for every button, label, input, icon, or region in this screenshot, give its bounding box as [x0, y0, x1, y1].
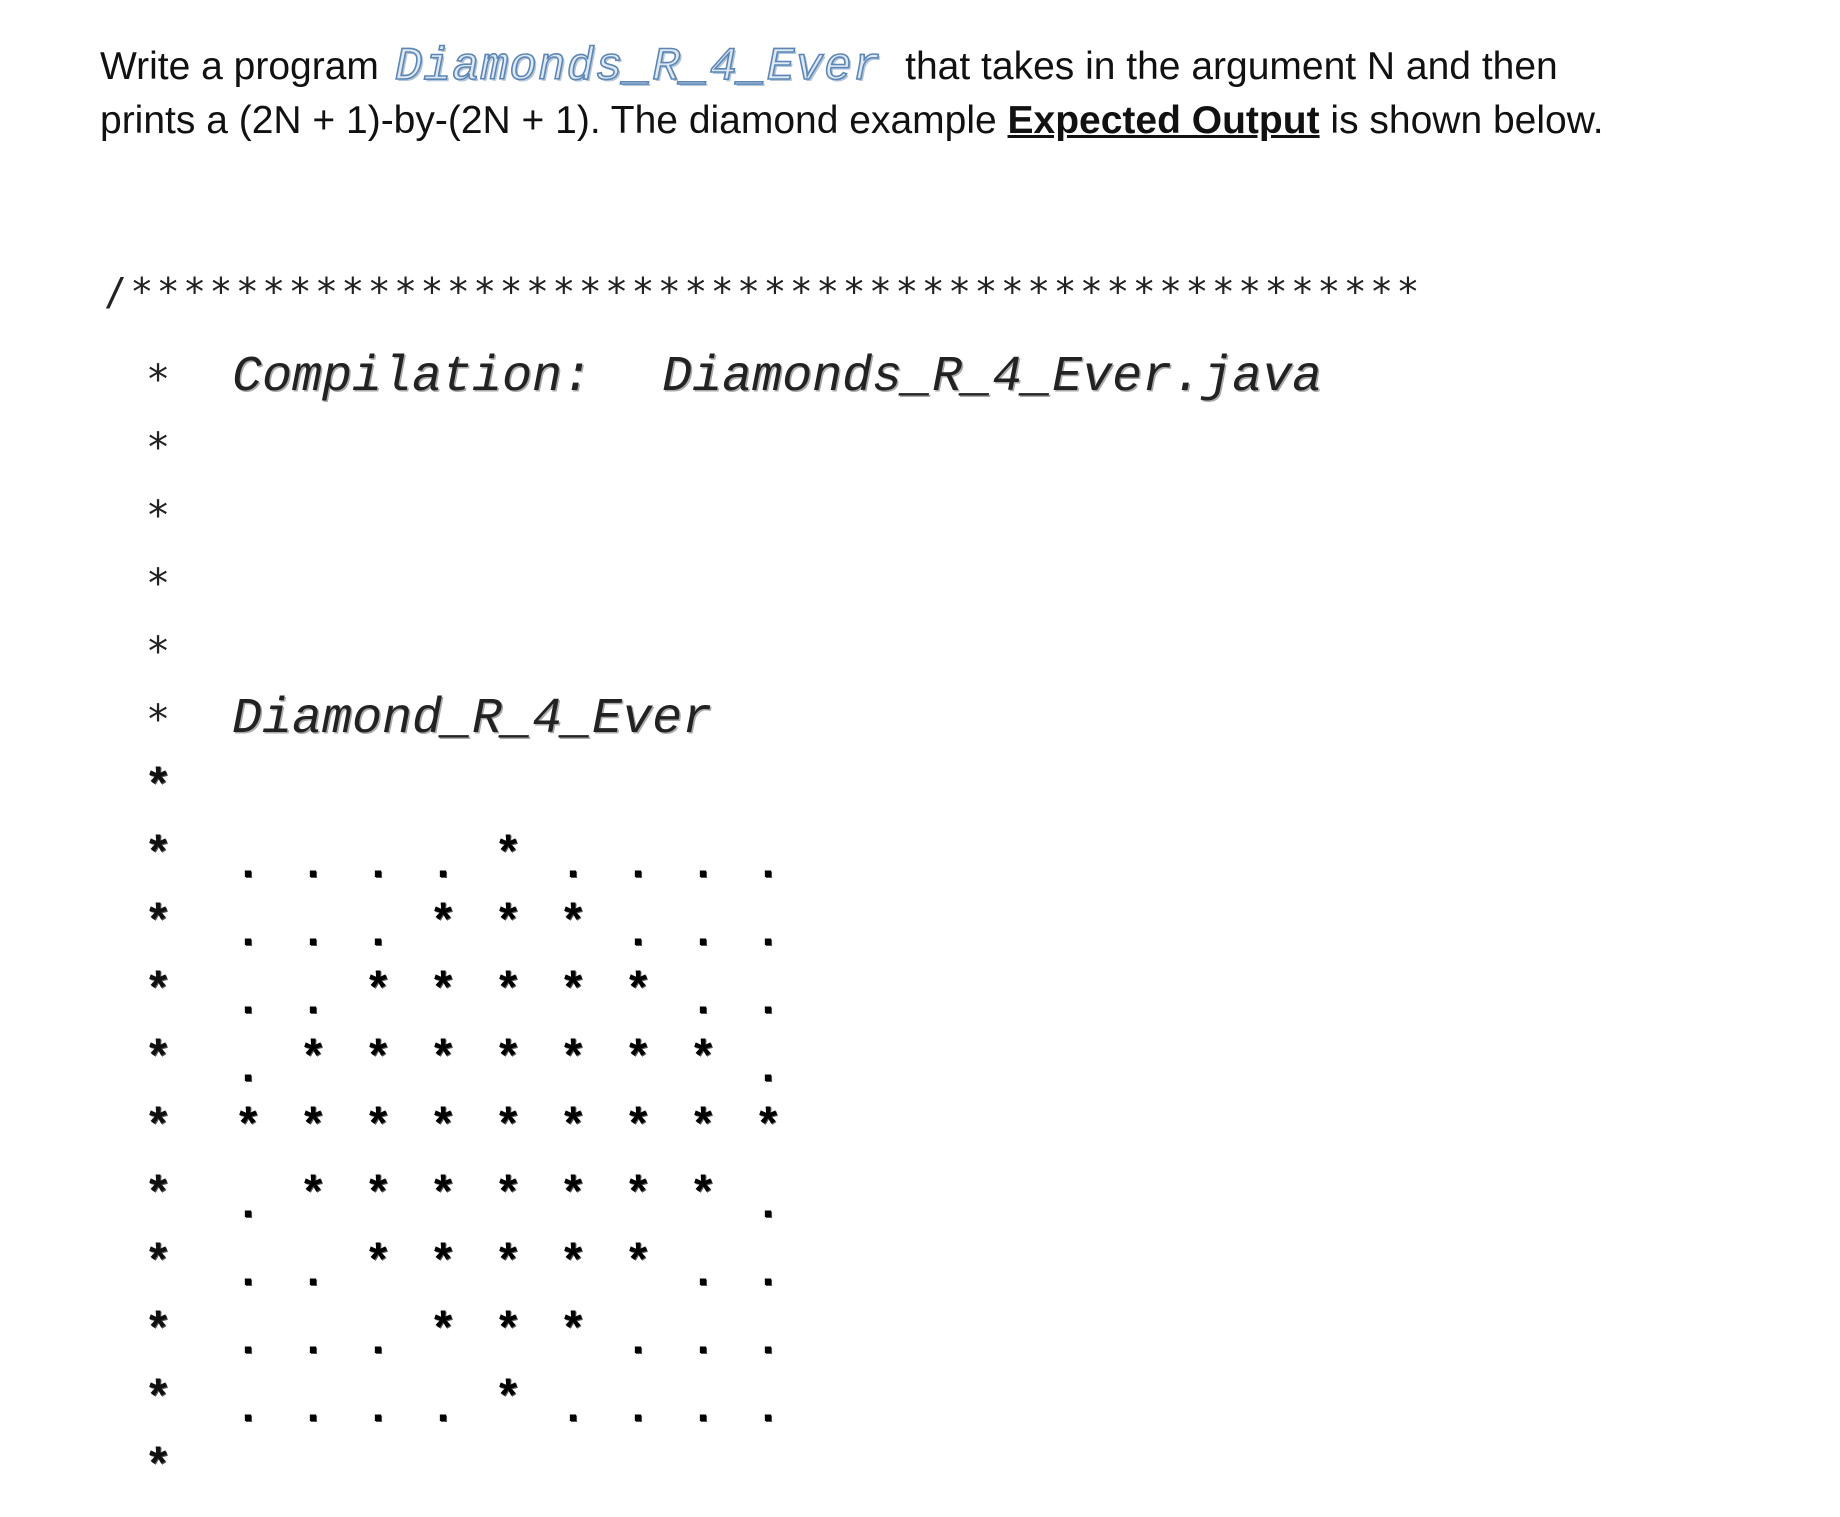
comment-gutter-star: * — [145, 357, 171, 403]
diamond-star: * — [624, 966, 652, 1018]
diamond-star: * — [429, 1102, 457, 1154]
diamond-dot: . — [754, 1045, 782, 1095]
diamond-dot: . — [689, 1317, 717, 1367]
diamond-star: * — [234, 1102, 262, 1154]
comment-gutter-star: * — [144, 1102, 172, 1154]
comment-open-line: /************************************************* — [104, 270, 1423, 314]
diamond-star: * — [494, 1374, 522, 1426]
program-name: Diamonds_R_4_Ever — [394, 41, 882, 93]
diamond-star: * — [559, 1034, 587, 1086]
statement-text: that takes in the argument N and then — [905, 45, 1558, 88]
diamond-star: * — [494, 898, 522, 950]
diamond-star: * — [559, 966, 587, 1018]
comment-gutter-star: * — [144, 1374, 172, 1426]
diamond-star: * — [429, 1170, 457, 1222]
diamond-dot: . — [429, 841, 457, 891]
statement-text: prints a (2N + 1)-by-(2N + 1). The diamond example — [100, 99, 997, 142]
program-title: Diamond_R_4_Ever — [232, 691, 713, 748]
diamond-star: * — [429, 1238, 457, 1290]
diamond-dot: . — [299, 1385, 327, 1435]
comment-gutter-star: * — [145, 561, 171, 607]
statement-text: Write a program — [100, 45, 379, 88]
compilation-label: Compilation: — [232, 349, 593, 406]
diamond-dot: . — [364, 841, 392, 891]
diamond-dot: . — [299, 1249, 327, 1299]
diamond-star: * — [299, 1170, 327, 1222]
diamond-dot: . — [299, 977, 327, 1027]
comment-gutter-star: * — [144, 966, 172, 1018]
expected-output-label: Expected Output — [1007, 99, 1320, 142]
diamond-star: * — [689, 1102, 717, 1154]
diamond-star: * — [624, 1170, 652, 1222]
diamond-dot: . — [234, 1045, 262, 1095]
diamond-star: * — [624, 1238, 652, 1290]
diamond-dot: . — [299, 1317, 327, 1367]
comment-gutter-star: * — [144, 830, 172, 882]
diamond-dot: . — [234, 841, 262, 891]
diamond-star: * — [494, 1306, 522, 1358]
statement-text: is shown below. — [1319, 99, 1604, 142]
diamond-dot: . — [754, 1385, 782, 1435]
diamond-star: * — [494, 1238, 522, 1290]
comment-gutter-star: * — [145, 493, 171, 539]
diamond-dot: . — [689, 1249, 717, 1299]
comment-gutter-star: * — [145, 629, 171, 675]
diamond-dot: . — [689, 841, 717, 891]
diamond-star: * — [364, 1170, 392, 1222]
diamond-dot: . — [234, 909, 262, 959]
diamond-star: * — [689, 1034, 717, 1086]
comment-gutter-star: * — [144, 1306, 172, 1358]
diamond-dot: . — [234, 1317, 262, 1367]
diamond-dot: . — [234, 1249, 262, 1299]
diamond-dot: . — [559, 1385, 587, 1435]
diamond-dot: . — [429, 1385, 457, 1435]
diamond-star: * — [364, 966, 392, 1018]
diamond-dot: . — [754, 1181, 782, 1231]
diamond-star: * — [364, 1238, 392, 1290]
diamond-star: * — [494, 966, 522, 1018]
diamond-star: * — [494, 1102, 522, 1154]
compilation-line — [232, 350, 1322, 406]
diamond-dot: . — [689, 909, 717, 959]
diamond-dot: . — [754, 841, 782, 891]
diamond-dot: . — [754, 909, 782, 959]
diamond-dot: . — [299, 909, 327, 959]
diamond-dot: . — [559, 841, 587, 891]
diamond-dot: . — [234, 1385, 262, 1435]
diamond-star: * — [494, 1170, 522, 1222]
diamond-dot: . — [364, 1317, 392, 1367]
comment-gutter-star: * — [145, 697, 171, 743]
diamond-dot: . — [364, 1385, 392, 1435]
diamond-dot: . — [754, 977, 782, 1027]
comment-gutter-star: * — [145, 425, 171, 471]
comment-gutter-star: * — [144, 1034, 172, 1086]
diamond-dot: . — [624, 1385, 652, 1435]
diamond-star: * — [429, 898, 457, 950]
comment-gutter-star: * — [144, 1170, 172, 1222]
diamond-star: * — [559, 898, 587, 950]
comment-gutter-star: * — [144, 762, 172, 814]
diamond-dot: . — [689, 1385, 717, 1435]
compilation-file: Diamonds_R_4_Ever.java — [662, 349, 1323, 406]
diamond-star: * — [559, 1170, 587, 1222]
diamond-star: * — [624, 1034, 652, 1086]
diamond-dot: . — [624, 909, 652, 959]
diamond-star: * — [494, 830, 522, 882]
diamond-dot: . — [754, 1317, 782, 1367]
diamond-star: * — [364, 1102, 392, 1154]
diamond-dot: . — [364, 909, 392, 959]
diamond-dot: . — [234, 977, 262, 1027]
comment-gutter-star: * — [144, 1442, 172, 1494]
diamond-star: * — [559, 1102, 587, 1154]
diamond-star: * — [299, 1102, 327, 1154]
diamond-star: * — [494, 1034, 522, 1086]
diamond-dot: . — [689, 977, 717, 1027]
diamond-star: * — [364, 1034, 392, 1086]
diamond-star: * — [559, 1306, 587, 1358]
diamond-star: * — [429, 966, 457, 1018]
diamond-dot: . — [754, 1249, 782, 1299]
diamond-star: * — [754, 1102, 782, 1154]
diamond-dot: . — [299, 841, 327, 891]
diamond-star: * — [689, 1170, 717, 1222]
comment-gutter-star: * — [144, 1238, 172, 1290]
diamond-dot: . — [624, 841, 652, 891]
diamond-star: * — [559, 1238, 587, 1290]
diamond-star: * — [429, 1034, 457, 1086]
diamond-star: * — [429, 1306, 457, 1358]
diamond-dot: . — [234, 1181, 262, 1231]
comment-gutter-star: * — [144, 898, 172, 950]
diamond-dot: . — [624, 1317, 652, 1367]
diamond-star: * — [299, 1034, 327, 1086]
diamond-star: * — [624, 1102, 652, 1154]
